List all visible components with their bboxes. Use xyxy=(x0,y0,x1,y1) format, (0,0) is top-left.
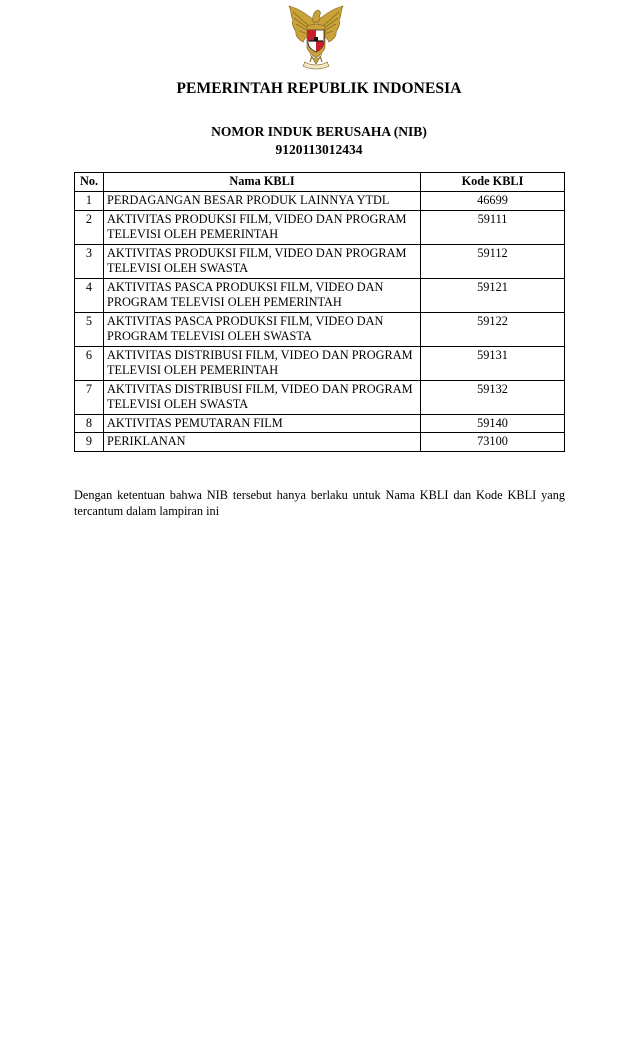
government-title: PEMERINTAH REPUBLIK INDONESIA xyxy=(176,80,462,97)
kbli-code: 73100 xyxy=(421,433,565,452)
validity-note: Dengan ketentuan bahwa NIB tersebut hanya berlaku untuk Nama KBLI dan Kode KBLI yang tercantum dalam lampiran ini xyxy=(74,488,565,518)
kbli-name: AKTIVITAS DISTRIBUSI FILM, VIDEO DAN PROGRAM TELEVISI OLEH PEMERINTAH xyxy=(104,346,421,380)
nib-label: NOMOR INDUK BERUSAHA (NIB) xyxy=(211,124,427,139)
kbli-code: 59131 xyxy=(421,346,565,380)
table-row xyxy=(75,346,565,380)
table-row xyxy=(75,414,565,433)
kbli-name: PERDAGANGAN BESAR PRODUK LAINNYA YTDL xyxy=(104,192,421,211)
table-row xyxy=(75,278,565,312)
row-number: 7 xyxy=(75,380,104,414)
kbli-name: AKTIVITAS PASCA PRODUKSI FILM, VIDEO DAN PROGRAM TELEVISI OLEH PEMERINTAH xyxy=(104,278,421,312)
row-number: 8 xyxy=(75,414,104,433)
kbli-name: PERIKLANAN xyxy=(104,433,421,452)
kbli-code: 59140 xyxy=(421,414,565,433)
garuda-emblem-icon xyxy=(283,4,349,72)
row-number: 6 xyxy=(75,346,104,380)
kbli-name: AKTIVITAS DISTRIBUSI FILM, VIDEO DAN PROGRAM TELEVISI OLEH SWASTA xyxy=(104,380,421,414)
col-header-code: Kode KBLI xyxy=(421,173,565,192)
row-number: 4 xyxy=(75,278,104,312)
table-row xyxy=(75,380,565,414)
kbli-code: 59121 xyxy=(421,278,565,312)
kbli-code: 59111 xyxy=(421,210,565,244)
kbli-name: AKTIVITAS PEMUTARAN FILM xyxy=(104,414,421,433)
nib-number: 9120113012434 xyxy=(275,142,363,157)
row-number: 9 xyxy=(75,433,104,452)
kbli-name: AKTIVITAS PRODUKSI FILM, VIDEO DAN PROGRAM TELEVISI OLEH SWASTA xyxy=(104,244,421,278)
kbli-code: 59112 xyxy=(421,244,565,278)
kbli-code: 59122 xyxy=(421,312,565,346)
nib-heading xyxy=(0,123,638,159)
table-header-row xyxy=(75,173,565,192)
col-header-no: No. xyxy=(75,173,104,192)
row-number: 1 xyxy=(75,192,104,211)
kbli-code: 59132 xyxy=(421,380,565,414)
kbli-name: AKTIVITAS PRODUKSI FILM, VIDEO DAN PROGRAM TELEVISI OLEH PEMERINTAH xyxy=(104,210,421,244)
table-row xyxy=(75,433,565,452)
col-header-name: Nama KBLI xyxy=(104,173,421,192)
table-row xyxy=(75,210,565,244)
table-row xyxy=(75,192,565,211)
table-row xyxy=(75,312,565,346)
kbli-name: AKTIVITAS PASCA PRODUKSI FILM, VIDEO DAN PROGRAM TELEVISI OLEH SWASTA xyxy=(104,312,421,346)
kbli-code: 46699 xyxy=(421,192,565,211)
row-number: 2 xyxy=(75,210,104,244)
table-row xyxy=(75,244,565,278)
kbli-table xyxy=(74,172,565,452)
row-number: 5 xyxy=(75,312,104,346)
row-number: 3 xyxy=(75,244,104,278)
